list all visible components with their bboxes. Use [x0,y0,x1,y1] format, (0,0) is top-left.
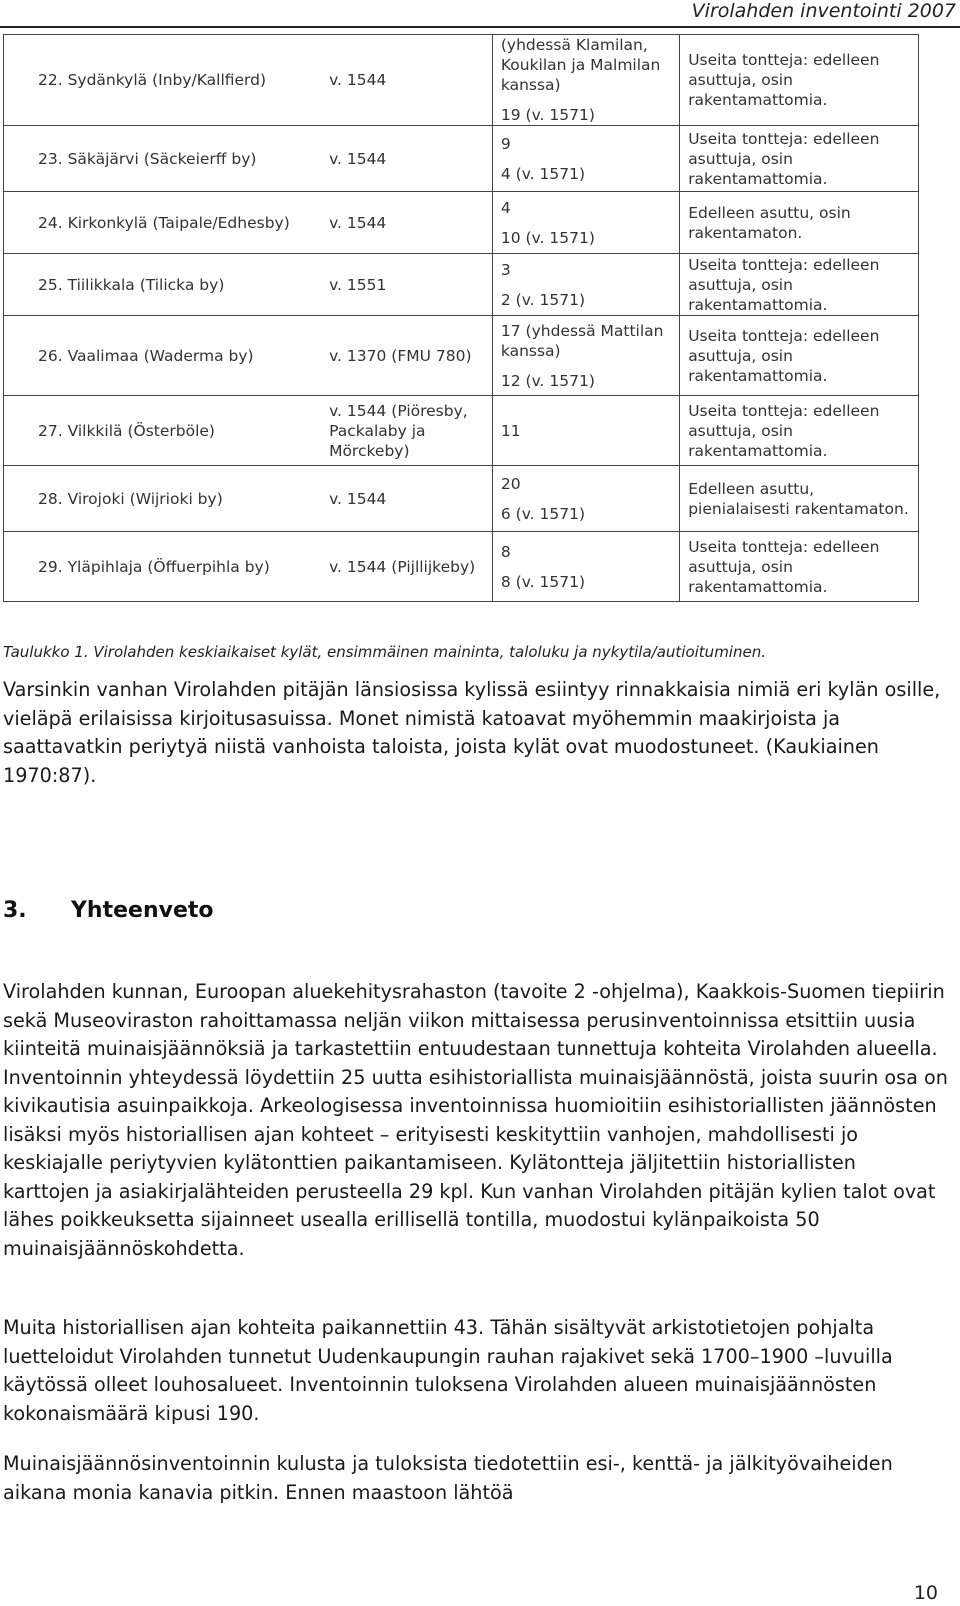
table-row [4,466,919,532]
running-header: Virolahden inventointi 2007 [691,0,956,22]
present-status-cell: Useita tontteja: edelleen asuttuja, osin rakentamattomia. [680,316,919,396]
house-count: 17 (yhdessä Mattilan kanssa) [500,321,664,360]
table-row [4,192,919,254]
village-name-cell: 22. Sydänkylä (Inby/Kallfierd) [4,35,324,126]
house-count-cell [492,396,679,466]
first-mention-cell: v. 1544 (Pijllijkeby) [323,532,492,602]
house-count-cell [492,466,679,532]
house-count-cell [492,532,679,602]
house-count: (yhdessä Klamilan, Koukilan ja Malmilan kanssa) [500,36,661,94]
house-count-1571: 4 (v. 1571) [500,164,586,183]
table-row [4,35,919,126]
village-name-cell: 25. Tiilikkala (Tilicka by) [4,254,324,316]
house-count-1571: 12 (v. 1571) [500,371,595,390]
summary-paragraph-2: Muita historiallisen ajan kohteita paikannettiin 43. Tähän sisältyvät arkistotietojen pohjalta luetteloidut Virolahden tunnetut Uudenkaupungin rauhan rajakivet sekä 1700–1900 –luvuilla käytössä olleet louhosalueet. Inventoinnin tuloksena Virolahden alueen muinaisjäännösten kokonaismäärä kipusi 190. [3,1316,893,1425]
header-rule [0,26,960,28]
page-number: 10 [913,1582,938,1604]
house-count-cell [492,254,679,316]
first-mention-cell: v. 1551 [323,254,492,316]
summary-paragraph-3: Muinaisjäännösinventoinnin kulusta ja tuloksista tiedotettiin esi-, kenttä- ja jälkityövaiheiden aikana monia kanavia pitkin. Ennen maastoon lähtöä [3,1452,893,1504]
house-count: 8 [500,542,511,561]
first-mention-cell: v. 1370 (FMU 780) [323,316,492,396]
village-name-cell: 27. Vilkkilä (Österböle) [4,396,324,466]
house-count: 3 [500,260,511,279]
first-mention-cell: v. 1544 [323,466,492,532]
present-status-cell: Edelleen asuttu, pienialaisesti rakentamaton. [680,466,919,532]
house-count-1571: 6 (v. 1571) [500,504,586,523]
village-name-cell: 26. Vaalimaa (Waderma by) [4,316,324,396]
house-count-cell [492,192,679,254]
present-status-cell: Useita tontteja: edelleen asuttuja, osin rakentamattomia. [680,35,919,126]
village-name-cell: 29. Yläpihlaja (Öffuerpihla by) [4,532,324,602]
first-mention-cell: v. 1544 [323,126,492,192]
table-row [4,396,919,466]
table-row [4,532,919,602]
village-name-cell: 28. Virojoki (Wijrioki by) [4,466,324,532]
village-name-cell: 23. Säkäjärvi (Säckeierff by) [4,126,324,192]
house-count: 11 [500,421,521,440]
house-count-1571: 10 (v. 1571) [500,228,595,247]
house-count: 4 [500,198,511,217]
first-mention-cell: v. 1544 [323,192,492,254]
table-row [4,316,919,396]
house-count-cell [492,316,679,396]
table-row [4,254,919,316]
present-status-cell: Useita tontteja: edelleen asuttuja, osin rakentamattomia. [680,254,919,316]
house-count-1571: 2 (v. 1571) [500,290,586,309]
present-status-cell: Useita tontteja: edelleen asuttuja, osin rakentamattomia. [680,532,919,602]
section-title: Yhteenveto [71,898,214,923]
house-count: 9 [500,134,511,153]
house-count-cell [492,126,679,192]
table-caption: Taulukko 1. Virolahden keskiaikaiset kylät, ensimmäinen maininta, taloluku ja nykytila/autioituminen. [3,643,766,661]
first-mention-cell: v. 1544 (Piöresby, Packalaby ja Mörckeby) [323,396,492,466]
house-count-cell [492,35,679,126]
present-status-cell: Edelleen asuttu, osin rakentamaton. [680,192,919,254]
villages-table-body [4,35,919,602]
section-number: 3. [3,898,27,923]
house-count-1571: 8 (v. 1571) [500,572,586,591]
villages-table [3,34,919,602]
first-mention-cell: v. 1544 [323,35,492,126]
summary-paragraph-1: Virolahden kunnan, Euroopan aluekehitysrahaston (tavoite 2 -ohjelma), Kaakkois-Suomen tiepiirin sekä Museoviraston rahoittamassa neljän viikon mittaisessa perusinventoinnissa etsittiin uusia kiinteitä muinaisjäännöksiä ja tarkastettiin entuudestaan tunnettuja kohteita Virolahden alueella. Inventoinnin yhteydessä löydettiin 25 uutta esihistoriallista muinaisjäännöstä, joista suurin osa on kivikautisia asuinpaikkoja. Arkeologisessa inventoinnissa huomioitiin esihistoriallisten jäännösten lisäksi myös historiallisen ajan kohteet – erityisesti keskityttiin vanhojen, mahdollisesti jo keskiajalle periytyvien kylätonttien paikantamiseen. Kylätontteja jäljitettiin historiallisten karttojen ja asiakirjalähteiden perusteella 29 kpl. Kun vanhan Virolahden pitäjän kylien talot ovat lähes poikkeuksetta sijainneet usealla erillisellä tontilla, muodostui kylänpaikoista 50 muinaisjäännöskohdetta. [3,980,948,1260]
house-count-1571: 19 (v. 1571) [500,106,595,124]
intro-paragraph: Varsinkin vanhan Virolahden pitäjän länsiosissa kylissä esiintyy rinnakkaisia nimiä eri kylän osille, vieläpä erilaisissa kirjoitusasuissa. Monet nimistä katoavat myöhemmin maakirjoista ja saattavatkin periytyä niistä vanhoista taloista, joista kylät ovat muodostuneet. (Kaukiainen 1970:87). [3,678,941,787]
present-status-cell: Useita tontteja: edelleen asuttuja, osin rakentamattomia. [680,396,919,466]
present-status-cell: Useita tontteja: edelleen asuttuja, osin rakentamattomia. [680,126,919,192]
house-count: 20 [500,474,521,493]
table-row [4,126,919,192]
village-name-cell: 24. Kirkonkylä (Taipale/Edhesby) [4,192,324,254]
section-heading [3,898,214,923]
